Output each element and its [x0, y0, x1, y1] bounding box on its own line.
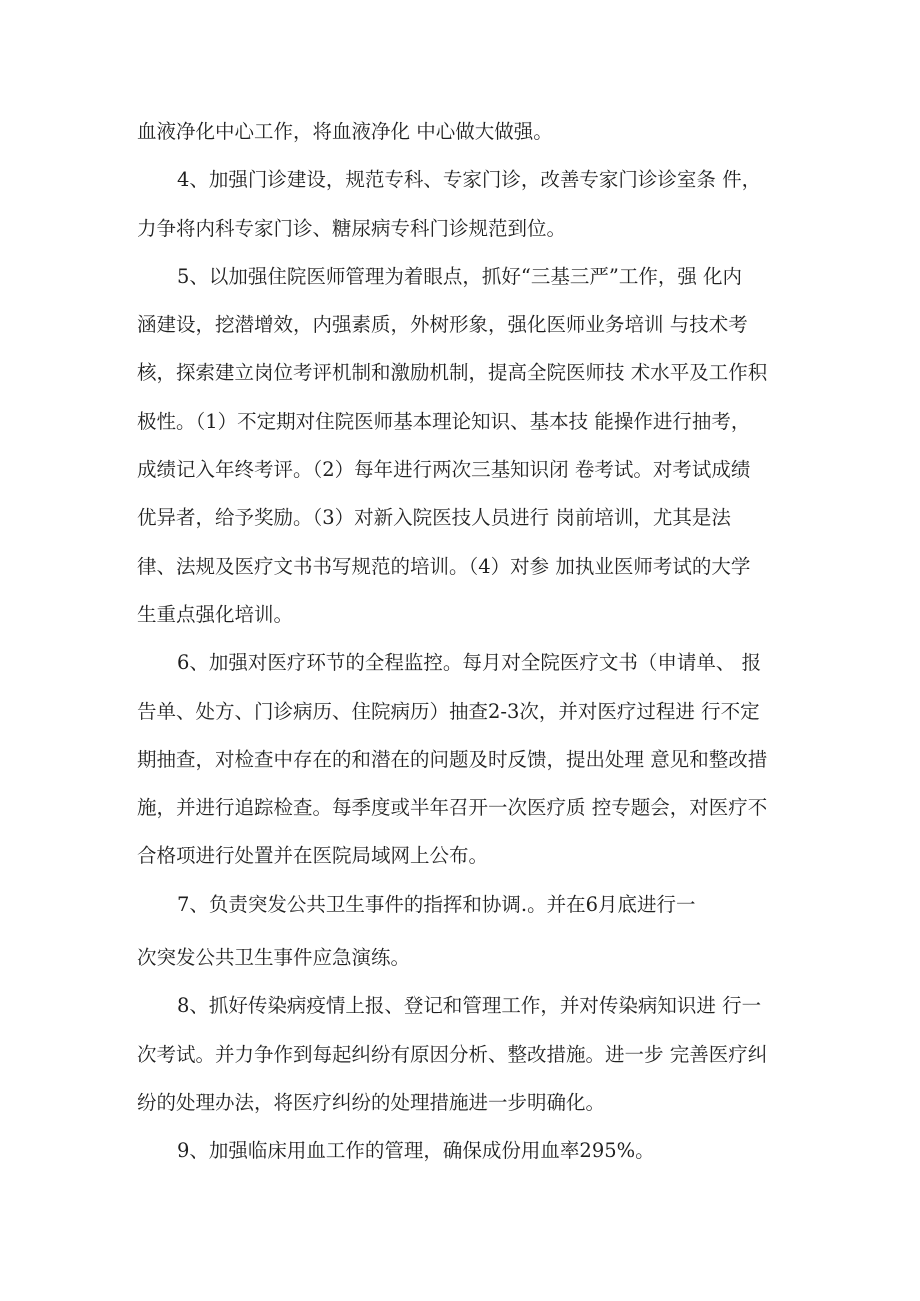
text-line: 次考试。并力争作到每起纠纷有原因分析、整改措施。进一步 完善医疗纠	[137, 1042, 768, 1066]
text-line-item-6: 6、加强对医疗环节的全程监控。每月对全院医疗文书（申请单、 报	[177, 651, 762, 675]
text-line: 涵建设，挖潜增效，内强素质，外树形象，强化医师业务培训 与技术考	[137, 313, 748, 337]
text-line: 血液净化中心工作，将血液净化 中心做大做强。	[137, 120, 553, 143]
text-line-item-7: 7、负责突发公共卫生事件的指挥和协调.。并在6月底进行一	[177, 892, 696, 916]
text-line: 核，探索建立岗位考评机制和激励机制，提高全院医师技 术水平及工作积	[137, 361, 768, 385]
text-line: 期抽查，对检查中存在的和潜在的问题及时反馈，提出处理 意见和整改措	[137, 747, 768, 771]
text-line: 生重点强化培训。	[137, 602, 294, 626]
text-line: 次突发公共卫生事件应急演练。	[137, 946, 411, 970]
text-line: 施，并进行追踪检查。每季度或半年召开一次医疗质 控专题会，对医疗不	[137, 796, 768, 820]
text-line: 极性。（1）不定期对住院医师基本理论知识、基本技 能操作进行抽考，	[137, 409, 751, 433]
text-line: 力争将内科专家门诊、糖尿病专科门诊规范到位。	[137, 216, 567, 240]
document-body	[137, 108, 797, 1176]
text-line-item-5: 5、以加强住院医师管理为着眼点，抓好“三基三严”工作，强 化内	[177, 264, 743, 288]
text-line: 优异者，给予奖励。（3）对新入院医技人员进行 岗前培训，尤其是法	[137, 506, 731, 530]
text-line-item-9: 9、加强临床用血工作的管理，确保成份用血率295%。	[177, 1139, 655, 1163]
text-line: 告单、处方、门诊病历、住院病历）抽查2-3次，并对医疗过程进 行不定	[137, 699, 760, 723]
text-line-item-8: 8、抓好传染病疫情上报、登记和管理工作，并对传染病知识进 行一	[177, 994, 762, 1018]
text-line: 纷的处理办法，将医疗纠纷的处理措施进一步明确化。	[137, 1090, 606, 1114]
text-line-item-4: 4、加强门诊建设，规范专科、专家门诊，改善专家门诊诊室条 件，	[177, 168, 762, 192]
text-line: 成绩记入年终考评。（2）每年进行两次三基知识闭 卷考试。对考试成绩	[137, 458, 751, 482]
text-line: 律、法规及医疗文书书写规范的培训。（4）对参 加执业医师考试的大学	[137, 554, 751, 578]
text-line: 合格项进行处置并在医院局域网上公布。	[137, 844, 489, 868]
